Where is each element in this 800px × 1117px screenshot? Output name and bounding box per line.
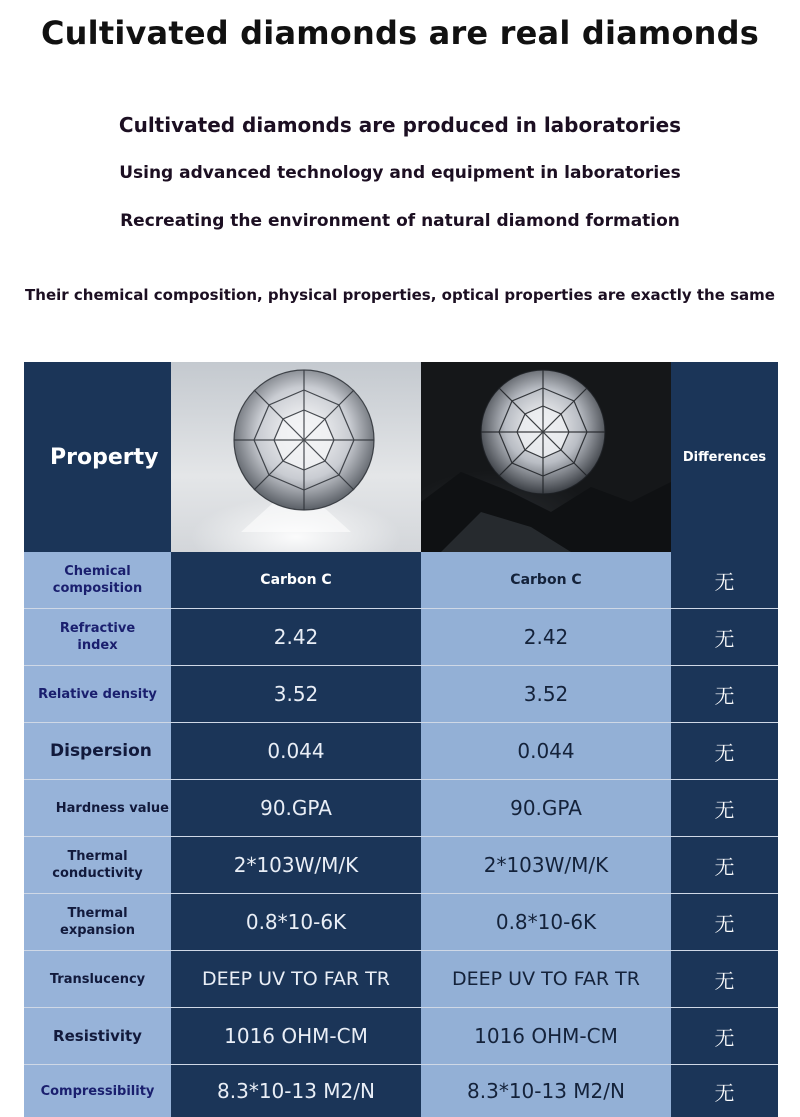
row-dispersion-natural: 0.044: [421, 723, 671, 779]
row-thermal-conductivity-label: [24, 837, 171, 893]
subtitle-line-3: Recreating the environment of natural diamond formation: [120, 211, 680, 231]
lab-diamond-icon: [171, 362, 421, 552]
row-resistivity-label: [24, 1008, 171, 1064]
property-label: Thermal expansion: [60, 906, 135, 938]
row-thermal-expansion-diff: 无: [671, 894, 778, 950]
property-label: Chemical composition: [52, 564, 143, 596]
subtitle-line-4: Their chemical composition, physical properties, optical properties are exactly the same: [25, 286, 775, 304]
row-dispersion-label: [24, 723, 171, 779]
row-dispersion-lab: 0.044: [171, 723, 421, 779]
row-compressibility-lab: 8.3*10-13 M2/N: [171, 1065, 421, 1117]
row-compressibility-label: [24, 1065, 171, 1117]
row-relative-density-label: [24, 666, 171, 722]
row-chemical-composition-natural: Carbon C: [421, 552, 671, 608]
property-label: Compressibility: [40, 1083, 155, 1099]
row-resistivity-lab: 1016 OHM-CM: [171, 1008, 421, 1064]
property-label: Dispersion: [50, 740, 152, 761]
subtitle-line-1: Cultivated diamonds are produced in laboratories: [118, 113, 682, 137]
property-label: Refractive index: [59, 621, 136, 653]
row-refractive-index-natural: 2.42: [421, 609, 671, 665]
row-thermal-conductivity-diff: 无: [671, 837, 778, 893]
row-thermal-conductivity-natural: 2*103W/M/K: [421, 837, 671, 893]
row-relative-density-diff: 无: [671, 666, 778, 722]
row-translucency-lab: DEEP UV TO FAR TR: [171, 951, 421, 1007]
row-refractive-index-label: [24, 609, 171, 665]
row-relative-density-lab: 3.52: [171, 666, 421, 722]
row-thermal-expansion-lab: 0.8*10-6K: [171, 894, 421, 950]
header-differences: Differences: [671, 362, 778, 552]
lab-diamond-image: [171, 362, 421, 552]
comparison-table: [24, 362, 778, 1117]
row-resistivity-diff: 无: [671, 1008, 778, 1064]
row-chemical-composition-lab: Carbon C: [171, 552, 421, 608]
property-label: Thermal conductivity: [52, 849, 143, 881]
header-property: Property: [24, 362, 171, 552]
property-label: Translucency: [49, 971, 146, 987]
row-hardness-diff: 无: [671, 780, 778, 836]
row-chemical-composition-label: [24, 552, 171, 608]
page-title: Cultivated diamonds are real diamonds: [40, 14, 759, 52]
property-label: Relative density: [38, 686, 157, 702]
row-thermal-expansion-natural: 0.8*10-6K: [421, 894, 671, 950]
row-compressibility-diff: 无: [671, 1065, 778, 1117]
row-chemical-composition-diff: 无: [671, 552, 778, 608]
row-thermal-conductivity-lab: 2*103W/M/K: [171, 837, 421, 893]
subtitle-line-2: Using advanced technology and equipment in laboratories: [119, 163, 681, 183]
row-refractive-index-diff: 无: [671, 609, 778, 665]
row-compressibility-natural: 8.3*10-13 M2/N: [421, 1065, 671, 1117]
row-hardness-label: [24, 780, 171, 836]
row-resistivity-natural: 1016 OHM-CM: [421, 1008, 671, 1064]
row-refractive-index-lab: 2.42: [171, 609, 421, 665]
row-dispersion-diff: 无: [671, 723, 778, 779]
row-hardness-natural: 90.GPA: [421, 780, 671, 836]
row-relative-density-natural: 3.52: [421, 666, 671, 722]
row-hardness-lab: 90.GPA: [171, 780, 421, 836]
row-translucency-label: [24, 951, 171, 1007]
property-label: Resistivity: [53, 1026, 142, 1045]
property-label: Hardness value: [55, 800, 169, 816]
row-translucency-diff: 无: [671, 951, 778, 1007]
row-translucency-natural: DEEP UV TO FAR TR: [421, 951, 671, 1007]
row-thermal-expansion-label: [24, 894, 171, 950]
natural-diamond-icon: [421, 362, 671, 552]
natural-diamond-image: [421, 362, 671, 552]
